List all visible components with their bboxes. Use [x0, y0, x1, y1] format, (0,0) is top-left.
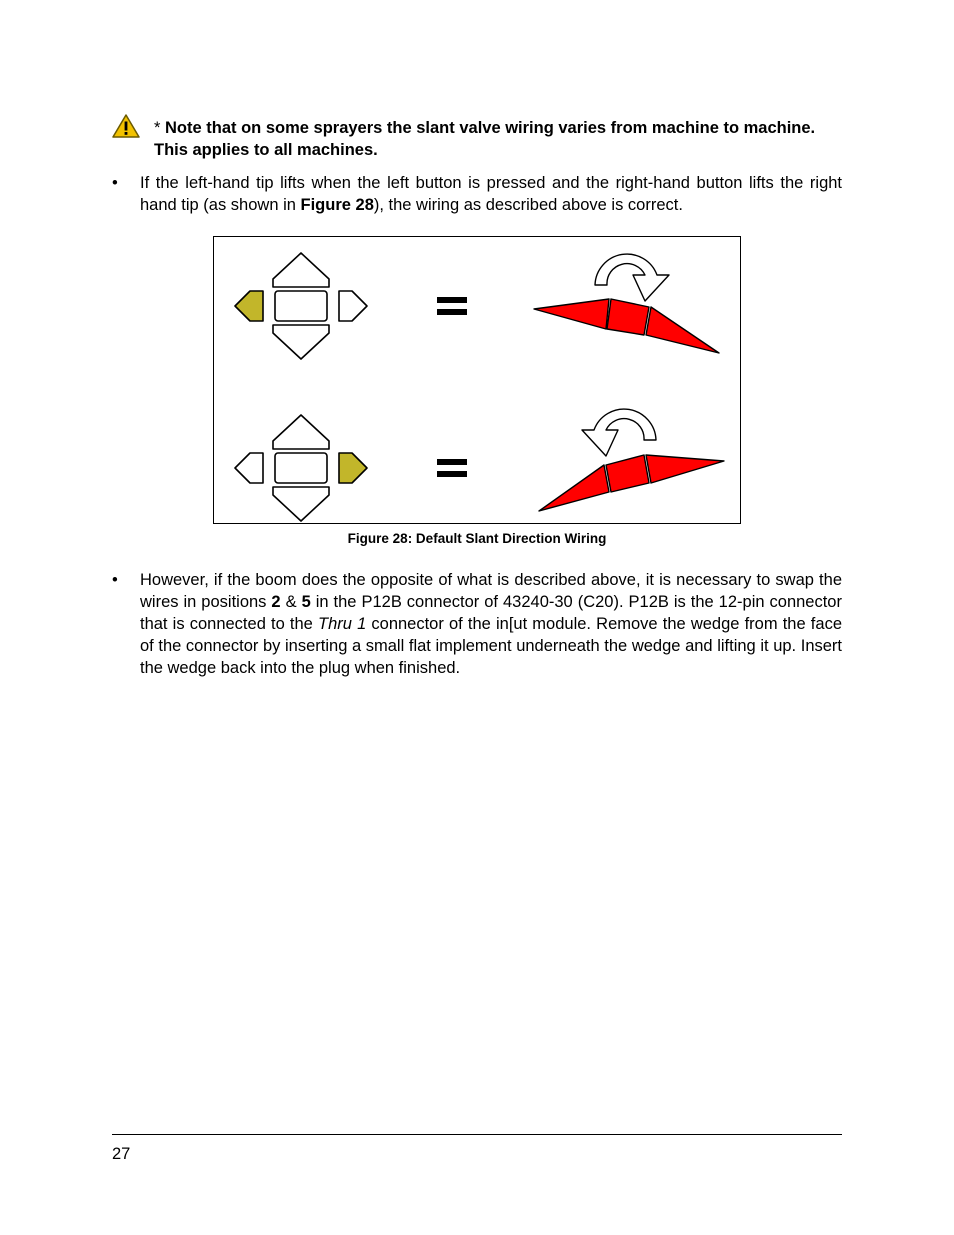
rotate-counterclockwise-icon [582, 409, 656, 456]
note-asterisk: * [154, 119, 166, 137]
center-button [275, 291, 327, 321]
bullet2-text-d: connector of the in[ut module. Remove the wedge from the face of the connector by inserting a small flat implement underneath the wedge and lifting it up. Insert the wedge back into the plug when finished. [140, 615, 842, 677]
boom-segment [606, 455, 649, 492]
rotate-clockwise-icon [595, 254, 669, 301]
note-bold-text: Note that on some sprayers the slant valve wiring varies from machine to machine. This applies to all machines. [154, 119, 816, 159]
up-arrow-button [273, 415, 329, 449]
boom-segment [534, 299, 609, 329]
boom-segment [607, 299, 649, 335]
figure-28 [213, 236, 741, 524]
left-arrow-button [235, 291, 263, 321]
down-arrow-button [273, 487, 329, 521]
warning-icon [112, 114, 140, 138]
left-arrow-button [235, 453, 263, 483]
bullet2-text-a: However, if the boom does the opposite of what is described above, it is necessary to swap the wires in positions [140, 571, 842, 611]
boom-segment [646, 455, 724, 483]
page-number: 27 [112, 1145, 131, 1163]
figure-illustration [214, 237, 740, 523]
bullet-marker: • [112, 571, 118, 589]
boom-segment [646, 307, 719, 353]
bullet2-text-b: & [280, 593, 302, 611]
dpad-icon-row-1 [235, 253, 367, 359]
bullet-marker: • [112, 174, 118, 192]
bullet1-text-b: ), the wiring as described above is correct. [373, 196, 683, 214]
equals-sign [437, 297, 467, 315]
position-number-b: 5 [301, 593, 311, 611]
dpad-icon-row-2 [235, 415, 367, 521]
bullet1-text-a: If the left-hand tip lifts when the left button is pressed and the right-hand button lifts the right hand tip (as shown in [140, 174, 842, 214]
up-arrow-button [273, 253, 329, 287]
boom-icon-row-1 [534, 299, 719, 353]
bullet-text-1 [140, 172, 842, 216]
right-arrow-button [339, 453, 367, 483]
boom-segment [539, 465, 609, 511]
bullet-text-2 [140, 569, 842, 679]
footer-divider [112, 1134, 842, 1135]
figure-caption: Figure 28: Default Slant Direction Wiring [347, 531, 607, 546]
position-number-a: 2 [271, 593, 281, 611]
equals-sign [437, 459, 467, 477]
bullet2-text-c: in the P12B connector of 43240-30 (C20). P12B is the 12-pin connector that is connected to the [140, 593, 842, 633]
connector-name: Thru 1 [318, 615, 367, 633]
right-arrow-button [339, 291, 367, 321]
center-button [275, 453, 327, 483]
down-arrow-button [273, 325, 329, 359]
boom-icon-row-2 [539, 455, 724, 511]
warning-text [154, 117, 842, 161]
figure-reference: Figure 28 [300, 196, 374, 214]
